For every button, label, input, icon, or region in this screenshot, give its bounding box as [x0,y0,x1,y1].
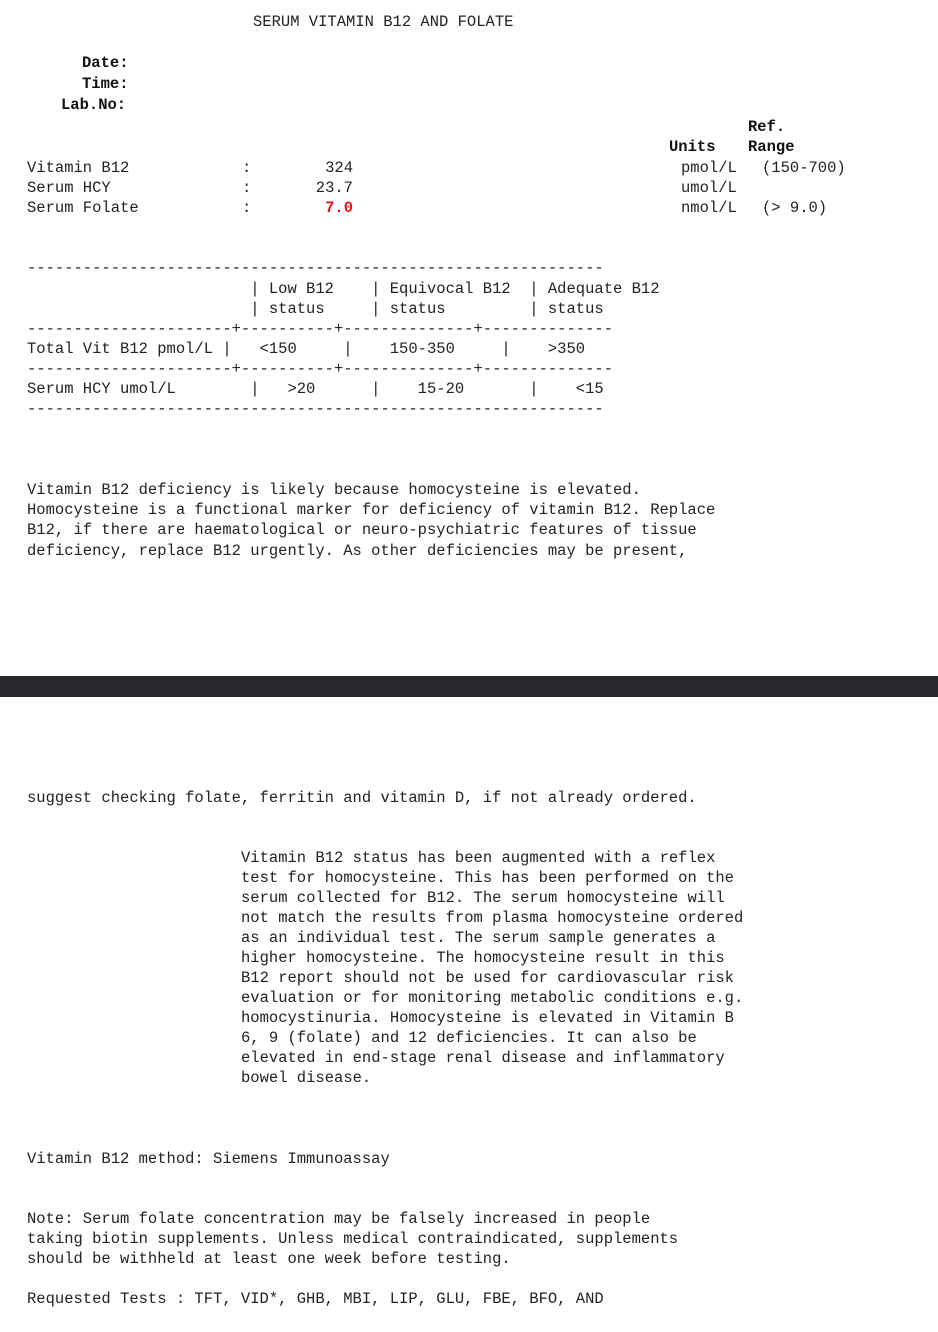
reflex-note-line: evaluation or for monitoring metabolic conditions e.g. [241,989,744,1007]
requested-tests: Requested Tests : TFT, VID*, GHB, MBI, LIP, GLU, FBE, BFO, AND [27,1290,604,1308]
table-rule: -------------------------------------------------------------- [27,400,604,418]
interpretation-line: Homocysteine is a functional marker for deficiency of vitamin B12. Replace [27,501,716,519]
reflex-note-line: 6, 9 (folate) and 12 deficiencies. It can also be [241,1029,697,1047]
result-unit: nmol/L [681,199,737,217]
time-label: Time: [82,75,129,93]
ref-header: Ref. [748,118,786,136]
result-name: Vitamin B12 [27,159,130,177]
table-row-total-b12: Total Vit B12 pmol/L | <150 | 150-350 | >350 [27,340,586,358]
range-header: Range [748,138,795,156]
result-separator: : [242,199,252,217]
table-row-serum-hcy: Serum HCY umol/L | >20 | 15-20 | <15 [27,380,604,398]
method-line: Vitamin B12 method: Siemens Immunoassay [27,1150,390,1168]
result-range: (> 9.0) [762,199,828,217]
biotin-note-line: should be withheld at least one week before testing. [27,1250,511,1268]
result-range: (150-700) [762,159,846,177]
interpretation-continued: suggest checking folate, ferritin and vitamin D, if not already ordered. [27,789,697,807]
result-name: Serum HCY [27,179,111,197]
result-unit: pmol/L [681,159,737,177]
table-rule: ----------------------+----------+--------------+-------------- [27,320,613,338]
result-separator: : [242,159,252,177]
result-unit: umol/L [681,179,737,197]
reflex-note-line: serum collected for B12. The serum homocysteine will [241,889,725,907]
result-value: 324 [325,159,353,177]
lab-no-label: Lab.No: [61,96,127,114]
reflex-note-line: elevated in end-stage renal disease and inflammatory [241,1049,725,1067]
table-header-row: | status | status | status [27,300,604,318]
result-value: 23.7 [315,179,353,197]
reflex-note-line: Vitamin B12 status has been augmented with a reflex [241,849,716,867]
interpretation-line: B12, if there are haematological or neuro-psychiatric features of tissue [27,521,697,539]
table-rule: ----------------------+----------+--------------+-------------- [27,360,613,378]
page-divider [0,676,938,697]
interpretation-line: Vitamin B12 deficiency is likely because homocysteine is elevated. [27,481,641,499]
result-separator: : [242,179,252,197]
interpretation-line: deficiency, replace B12 urgently. As other deficiencies may be present, [27,542,688,560]
reflex-note-line: higher homocysteine. The homocysteine result in this [241,949,725,967]
reflex-note-line: as an individual test. The serum sample generates a [241,929,716,947]
biotin-note-line: taking biotin supplements. Unless medical contraindicated, supplements [27,1230,679,1248]
reflex-note-line: B12 report should not be used for cardiovascular risk [241,969,734,987]
reflex-note-line: homocystinuria. Homocysteine is elevated in Vitamin B [241,1009,734,1027]
biotin-note-line: Note: Serum folate concentration may be falsely increased in people [27,1210,651,1228]
result-name: Serum Folate [27,199,139,217]
result-value-flagged: 7.0 [325,199,353,217]
table-header-row: | Low B12 | Equivocal B12 | Adequate B12 [27,280,660,298]
date-label: Date: [82,54,129,72]
reflex-note-line: bowel disease. [241,1069,372,1087]
units-header: Units [669,138,716,156]
report-title: SERUM VITAMIN B12 AND FOLATE [253,13,514,31]
reflex-note-line: not match the results from plasma homocysteine ordered [241,909,744,927]
table-rule: -------------------------------------------------------------- [27,259,604,277]
reflex-note-line: test for homocysteine. This has been performed on the [241,869,734,887]
